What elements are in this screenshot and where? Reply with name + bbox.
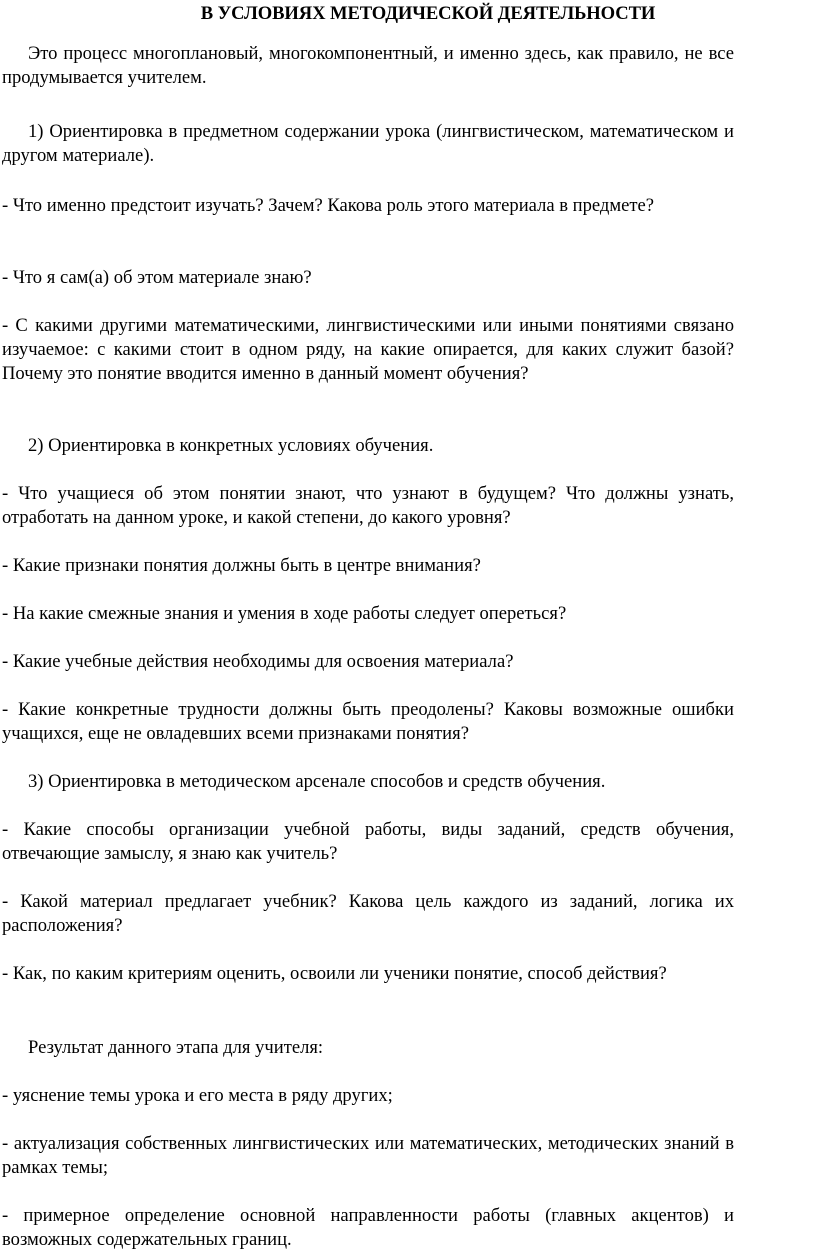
section3-question-1: - Какие способы организации учебной работы, виды заданий, средств обучения, отвечающие замыслу, я знаю как учитель? [2,819,734,865]
result-item-1: - уяснение темы урока и его места в ряду других; [2,1085,393,1106]
section1-question-1: - Что именно предстоит изучать? Зачем? Какова роль этого материала в предмете? [2,195,655,216]
section3-question-2: - Какой материал предлагает учебник? Какова цель каждого из заданий, логика их расположения? [2,891,734,937]
section3-title: 3) Ориентировка в методическом арсенале способов и средств обучения. [28,771,606,792]
section2-question-3: - На какие смежные знания и умения в ходе работы следует опереться? [2,603,567,624]
document-heading: В УСЛОВИЯХ МЕТОДИЧЕСКОЙ ДЕЯТЕЛЬНОСТИ [200,3,656,24]
section1-title: 1) Ориентировка в предметном содержании урока (лингвистическом, математическом и другом материале). [2,121,734,167]
section2-title: 2) Ориентировка в конкретных условиях обучения. [28,435,434,456]
result-item-2: - актуализация собственных лингвистических или математических, методических знаний в рамках темы; [2,1133,734,1179]
section1-question-2: - Что я сам(а) об этом материале знаю? [2,267,312,288]
section2-question-2: - Какие признаки понятия должны быть в центре внимания? [2,555,481,576]
section1-question-3: - С какими другими математическими, лингвистическими или иными понятиями связано изучаемое: с какими стоит в одном ряду, на какие опирается, для каких служит базой? Почему это понятие вводится именно в данный момент обучения? [2,315,734,385]
result-title: Результат данного этапа для учителя: [28,1037,324,1058]
result-item-3: - примерное определение основной направленности работы (главных акцентов) и возможных содержательных границ. [2,1205,734,1251]
intro-paragraph: Это процесс многоплановый, многокомпонентный, и именно здесь, как правило, не все продумывается учителем. [2,43,734,89]
section3-question-3: - Как, по каким критериям оценить, освоили ли ученики понятие, способ действия? [2,963,667,984]
section2-question-4: - Какие учебные действия необходимы для освоения материала? [2,651,514,672]
section2-question-1: - Что учащиеся об этом понятии знают, что узнают в будущем? Что должны узнать, отработать на данном уроке, и какой степени, до какого уровня? [2,483,734,529]
section2-question-5: - Какие конкретные трудности должны быть преодолены? Каковы возможные ошибки учащихся, еще не овладевших всеми признаками понятия? [2,699,734,745]
